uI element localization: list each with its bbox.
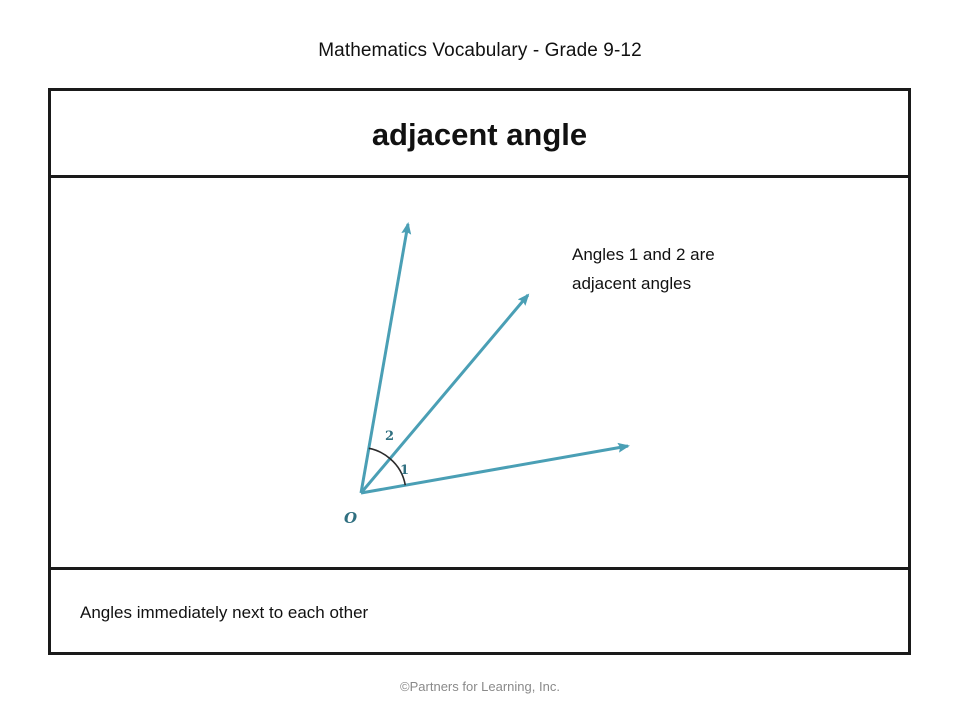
angle-diagram <box>51 178 908 567</box>
vertex-label: O <box>344 509 358 527</box>
figure-note-line-1: Angles 1 and 2 are <box>572 245 715 264</box>
definition-section <box>51 570 908 652</box>
figure-note <box>572 240 832 298</box>
ray-middle <box>361 295 528 493</box>
copyright-footer: ©Partners for Learning, Inc. <box>400 679 560 694</box>
angle-2-label: 2 <box>385 429 395 444</box>
term-section <box>51 91 908 178</box>
definition-text: Angles immediately next to each other <box>80 603 369 622</box>
angle-1-label: 1 <box>400 463 410 478</box>
ray-upper <box>361 224 408 493</box>
figure-note-line-2: adjacent angles <box>572 274 692 293</box>
vocabulary-card <box>48 88 911 655</box>
page-title: Mathematics Vocabulary - Grade 9-12 <box>318 40 642 61</box>
term-title: adjacent angle <box>371 117 588 152</box>
angle-2-arc <box>369 448 390 458</box>
figure-section <box>51 178 908 570</box>
